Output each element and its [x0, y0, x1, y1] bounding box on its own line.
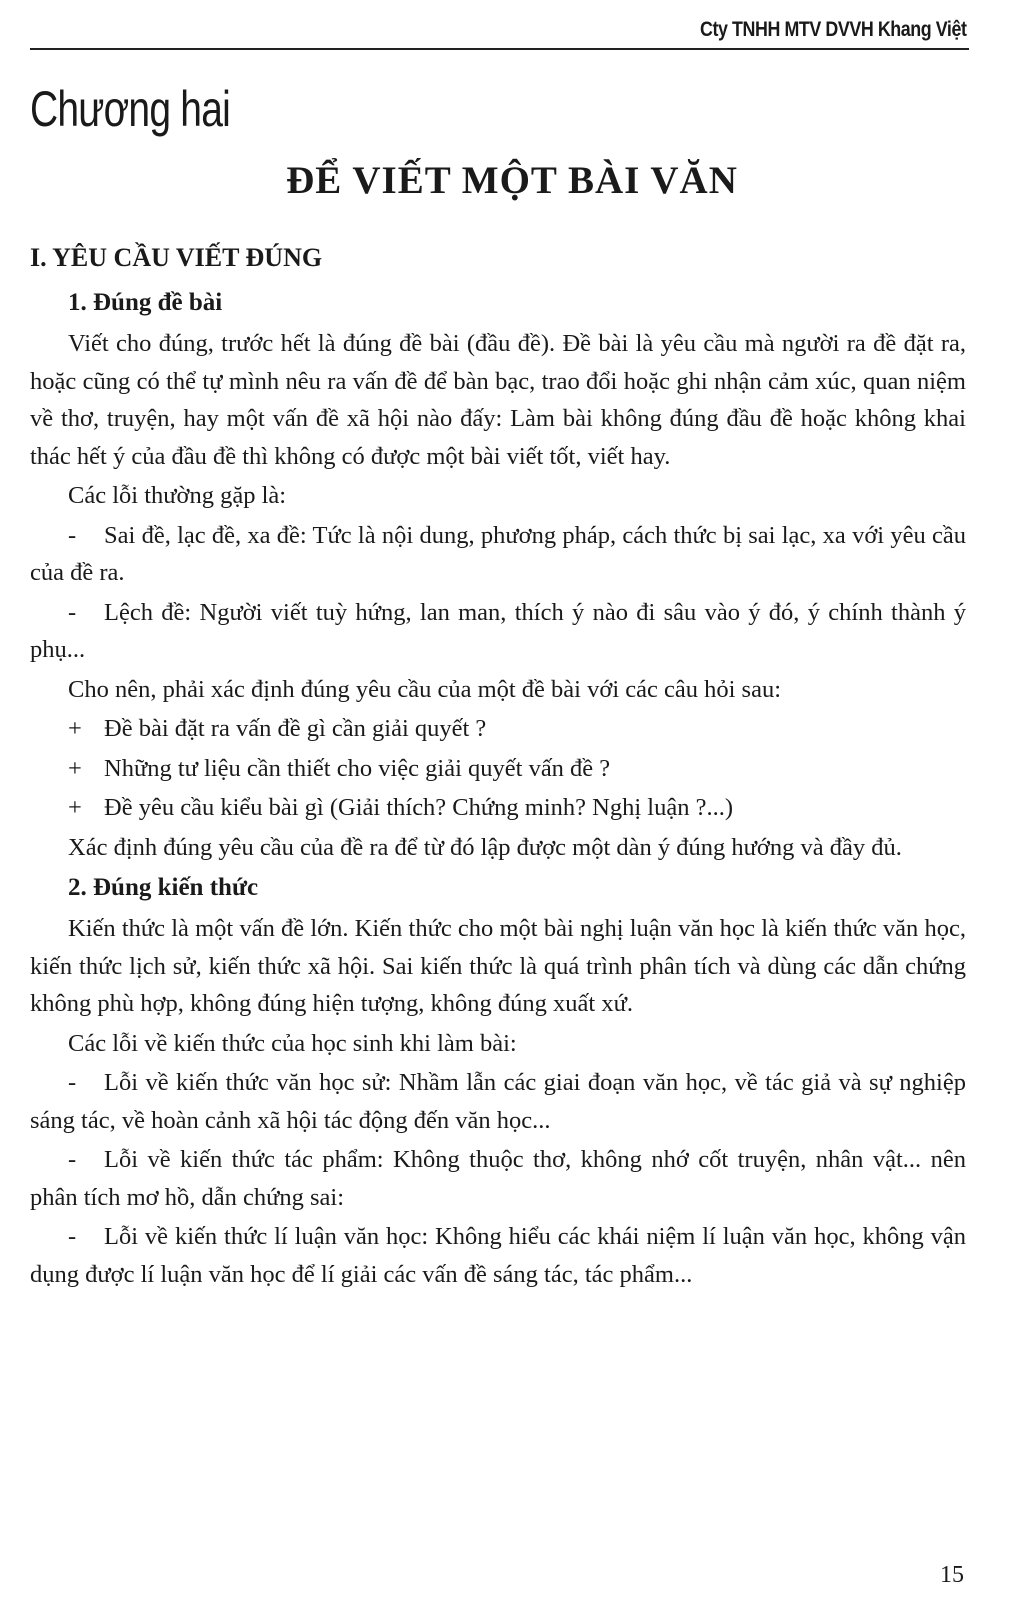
bullet-mark: - — [68, 1223, 77, 1250]
bullet-mark: + — [68, 715, 82, 742]
chapter-label: Chương hai — [30, 81, 230, 137]
bullet-mark: + — [68, 754, 82, 782]
paragraph: Các lỗi về kiến thức của học sinh khi làm bài: — [68, 1029, 517, 1057]
list-item-text: Lệch đề: Người viết tuỳ hứng, lan man, thích ý nào đi sâu vào ý đó, ý chính thành ý phụ... — [30, 598, 966, 663]
bullet-mark: - — [68, 521, 77, 549]
paragraph: Kiến thức là một vấn đề lớn. Kiến thức cho một bài nghị luận văn học là kiến thức văn học, kiến thức lịch sử, kiến thức xã hội. Sai kiến thức là quá trình phân tích và dùng các dẫn chứng không phù hợp, không đúng hiện tượng, không đúng xuất xứ. — [30, 915, 966, 1017]
list-item-text: Lỗi về kiến thức văn học sử: Nhầm lẫn các giai đoạn văn học, về tác giả và sự nghiệp sáng tác, về hoàn cảnh xã hội tác động đến văn học... — [30, 1069, 966, 1134]
bullet-mark: + — [68, 794, 82, 821]
list-item — [30, 517, 966, 592]
running-header: Cty TNHH MTV DVVH Khang Việt — [699, 18, 966, 41]
list-item-text: Đề yêu cầu kiểu bài gì (Giải thích? Chứng minh? Nghị luận ?...) — [104, 794, 734, 821]
list-item-text: Lỗi về kiến thức lí luận văn học: Không hiểu các khái niệm lí luận văn học, không vận dụng được lí luận văn học để lí giải các vấn đề sáng tác, tác phẩm... — [30, 1223, 966, 1288]
page-number: 15 — [940, 1562, 964, 1588]
sub-heading-2: 2. Đúng kiến thức — [68, 874, 259, 901]
paragraph: Xác định đúng yêu cầu của đề ra để từ đó lập được một dàn ý đúng hướng và đầy đủ. — [68, 833, 902, 861]
list-item-text: Đề bài đặt ra vấn đề gì cần giải quyết ? — [104, 715, 487, 742]
list-item-text: Lỗi về kiến thức tác phẩm: Không thuộc thơ, không nhớ cốt truyện, nhân vật... nên phân tích mơ hồ, dẫn chứng sai: — [30, 1146, 966, 1211]
sub-heading-1: 1. Đúng đề bài — [68, 289, 223, 316]
list-item — [30, 1218, 966, 1293]
paragraph: Các lỗi thường gặp là: — [68, 482, 287, 509]
chapter-title: ĐỂ VIẾT MỘT BÀI VĂN — [286, 159, 738, 202]
bullet-mark: - — [68, 598, 77, 626]
list-item — [30, 710, 966, 748]
list-item — [30, 1141, 966, 1216]
list-item-text: Những tư liệu cần thiết cho việc giải quyết vấn đề ? — [104, 754, 611, 782]
page-content — [30, 236, 966, 1295]
paragraph: Cho nên, phải xác định đúng yêu cầu của một đề bài với các câu hỏi sau: — [68, 675, 782, 703]
header-rule — [30, 48, 969, 50]
bullet-mark: - — [68, 1069, 77, 1096]
paragraph: Viết cho đúng, trước hết là đúng đề bài (đầu đề). Đề bài là yêu cầu mà người ra đề đặt ra, hoặc cũng có thể tự mình nêu ra vấn đề để bàn bạc, trao đổi hoặc ghi nhận cảm xúc, quan niệm về thơ, truyện, hay một vấn đề xã hội nào đấy: Làm bài không đúng đầu đề hoặc không khai thác hết ý của đầu đề thì không có được một bài viết tốt, viết hay. — [30, 330, 966, 470]
list-item — [30, 594, 966, 669]
bullet-mark: - — [68, 1146, 77, 1173]
list-item — [30, 789, 966, 827]
list-item — [30, 750, 966, 788]
list-item-text: Sai đề, lạc đề, xa đề: Tức là nội dung, phương pháp, cách thức bị sai lạc, xa với yêu cầu của đề ra. — [30, 521, 966, 586]
list-item — [30, 1064, 966, 1139]
section-heading: I. YÊU CẦU VIẾT ĐÚNG — [30, 243, 323, 272]
